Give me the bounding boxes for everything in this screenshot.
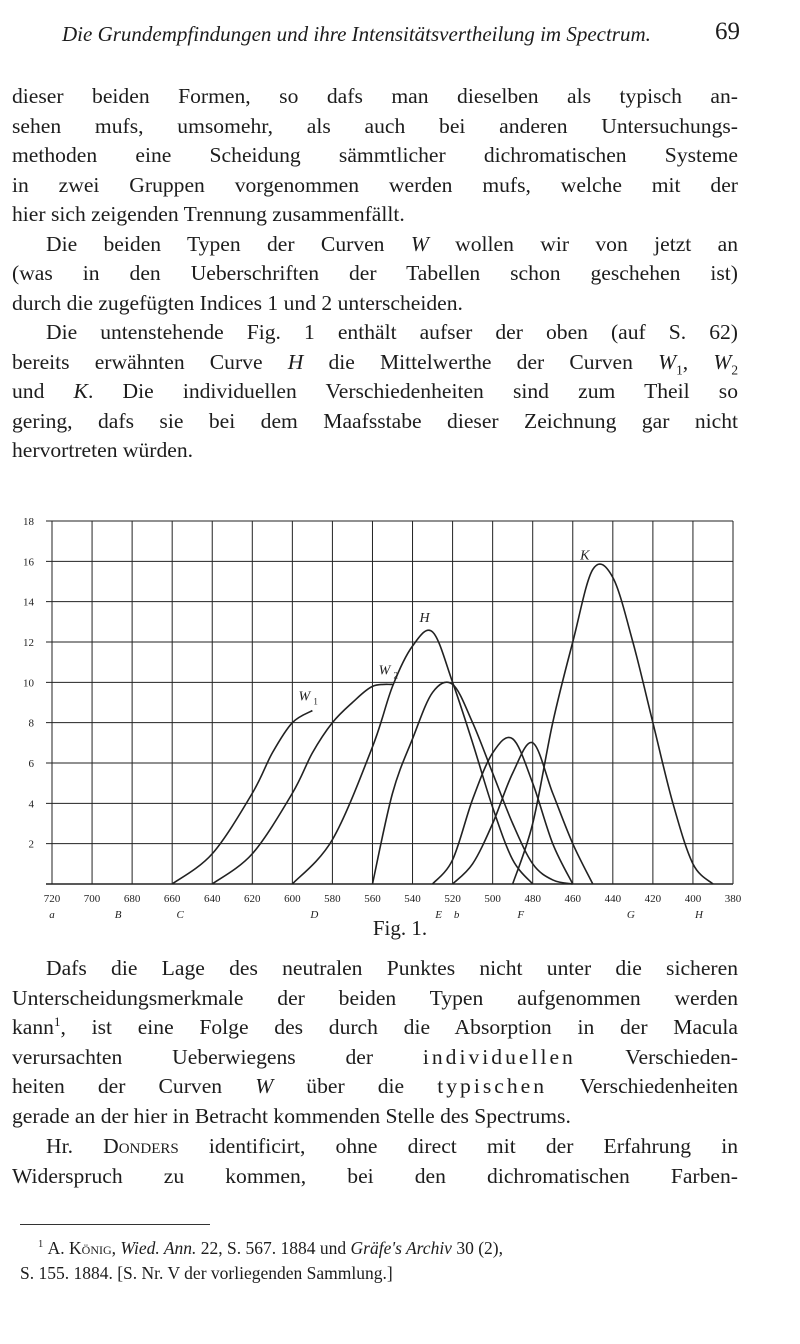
fraunhofer-label: E bbox=[435, 909, 442, 921]
paragraph-1 bbox=[12, 82, 738, 230]
text-line: Hr. Donders identificirt, ohne direct mit der Erfahrung in bbox=[46, 1134, 738, 1158]
x-tick-label: 480 bbox=[524, 893, 541, 905]
series-line bbox=[453, 742, 593, 884]
fraunhofer-label: F bbox=[517, 909, 525, 921]
x-tick-label: 720 bbox=[43, 893, 61, 905]
figure-caption: Fig. 1. bbox=[372, 916, 428, 940]
fraunhofer-label: C bbox=[176, 909, 184, 921]
series-label-index: 1 bbox=[313, 696, 318, 707]
x-tick-label: 640 bbox=[203, 893, 221, 905]
footnote-line: $^1$ A. König, Wied. Ann. 22, S. 567. 1884 und Gräfe's Archiv 30 (2), bbox=[38, 1238, 503, 1258]
paragraph-2 bbox=[12, 230, 738, 319]
x-tick-label: 620 bbox=[244, 893, 261, 905]
text-line: verursachten Ueberwiegens der individuellen Verschieden- bbox=[12, 1044, 738, 1069]
paragraph-4 bbox=[12, 954, 738, 1131]
text-line: bereits erwähnten Curve H die Mittelwerthe der Curven $W_1$, $W_2$ bbox=[12, 349, 739, 377]
x-tick-label: 680 bbox=[123, 893, 141, 905]
y-tick-label: 18 bbox=[23, 516, 34, 528]
y-tick-label: 16 bbox=[23, 556, 34, 569]
series-label: K bbox=[580, 548, 590, 564]
series-line bbox=[212, 684, 392, 884]
text-line: (was in den Ueberschriften der Tabellen schon geschehen ist) bbox=[12, 261, 738, 285]
text-line: methoden eine Scheidung sämmtlicher dichromatischen Systeme bbox=[12, 143, 738, 167]
text-line: hier sich zeigenden Trennung zusammenfällt. bbox=[12, 202, 405, 226]
text-line: hervortreten würden. bbox=[12, 438, 194, 462]
series-line bbox=[433, 737, 573, 884]
x-tick-label: 520 bbox=[444, 893, 461, 905]
x-tick-label: 500 bbox=[484, 893, 501, 905]
text-line: durch die zugefügten Indices 1 und 2 unterscheiden. bbox=[12, 290, 463, 315]
series-label-index: 2 bbox=[393, 670, 398, 681]
footnote bbox=[20, 1236, 740, 1286]
x-tick-label: 600 bbox=[284, 893, 301, 905]
x-tick-label: 380 bbox=[724, 893, 742, 905]
series-line bbox=[372, 682, 572, 884]
series-label: W bbox=[378, 663, 391, 679]
y-tick-label: 12 bbox=[23, 637, 34, 649]
y-tick-label: 8 bbox=[28, 717, 34, 730]
x-tick-label: 420 bbox=[644, 893, 662, 905]
text-line: Widerspruch zu kommen, bei den dichromatischen Farben- bbox=[12, 1163, 738, 1188]
series-label: W bbox=[298, 689, 311, 705]
fraunhofer-label: G bbox=[626, 909, 635, 921]
page-number: 69 bbox=[715, 18, 740, 45]
text-line: Unterscheidungsmerkmale der beiden Typen aufgenommen werden bbox=[12, 985, 738, 1010]
fraunhofer-label: B bbox=[114, 909, 122, 921]
running-header bbox=[62, 18, 740, 58]
text-line: Die beiden Typen der Curven W wollen wir von jetzt an bbox=[46, 231, 738, 256]
text-line: heiten der Curven W über die typischen Verschiedenheiten bbox=[12, 1074, 738, 1098]
text-line: kann$^1$, ist eine Folge des durch die Absorption in der Macula bbox=[12, 1013, 738, 1039]
y-tick-label: 4 bbox=[28, 798, 34, 811]
text-line: sehen mufs, umsomehr, als auch bei anderen Untersuchungs- bbox=[12, 113, 738, 138]
text-line: Die untenstehende Fig. 1 enthält aufser der oben (auf S. 62) bbox=[46, 320, 738, 344]
x-tick-label: 560 bbox=[364, 893, 381, 905]
y-tick-label: 6 bbox=[28, 758, 34, 770]
x-tick-label: 580 bbox=[324, 893, 341, 905]
paragraph-5 bbox=[12, 1132, 738, 1191]
footnote-ref: 1 bbox=[53, 1013, 61, 1029]
text-line: gerade an der hier in Betracht kommenden Stelle des Spectrums. bbox=[12, 1103, 571, 1128]
x-tick-label: 540 bbox=[404, 893, 421, 905]
paragraph-3 bbox=[12, 318, 738, 466]
text-line: dieser beiden Formen, so dafs man dieselben als typisch an- bbox=[12, 84, 738, 108]
x-tick-label: 460 bbox=[564, 893, 582, 905]
y-tick-label: 10 bbox=[23, 677, 34, 690]
y-tick-label: 14 bbox=[23, 596, 34, 609]
x-tick-label: 700 bbox=[83, 893, 101, 905]
text-line: in zwei Gruppen vorgenommen werden mufs, welche mit der bbox=[12, 172, 738, 197]
text-line: Dafs die Lage des neutralen Punktes nicht unter die sicheren bbox=[46, 956, 738, 980]
x-tick-label: 400 bbox=[684, 893, 702, 905]
x-tick-label: 440 bbox=[604, 893, 622, 905]
fraunhofer-label: b bbox=[453, 909, 460, 921]
text-line: gering, dafs sie bei dem Maafsstabe dieser Zeichnung gar nicht bbox=[12, 408, 738, 433]
x-tick-label: 660 bbox=[163, 893, 181, 905]
running-title: Die Grundempfindungen und ihre Intensitätsvertheilung im Spectrum. bbox=[62, 22, 651, 46]
series-line bbox=[172, 711, 312, 884]
fraunhofer-label: a bbox=[49, 909, 55, 921]
series-label: H bbox=[419, 610, 430, 626]
y-tick-label: 2 bbox=[28, 838, 34, 851]
spectrum-chart bbox=[0, 505, 800, 921]
text-line: und K. Die individuellen Verschiedenheiten sind zum Theil so bbox=[12, 379, 738, 403]
footnote-line: S. 155. 1884. [S. Nr. V der vorliegenden Sammlung.] bbox=[20, 1263, 393, 1283]
footnote-rule bbox=[20, 1224, 210, 1225]
fraunhofer-label: D bbox=[310, 909, 319, 921]
fraunhofer-label: H bbox=[694, 909, 703, 921]
